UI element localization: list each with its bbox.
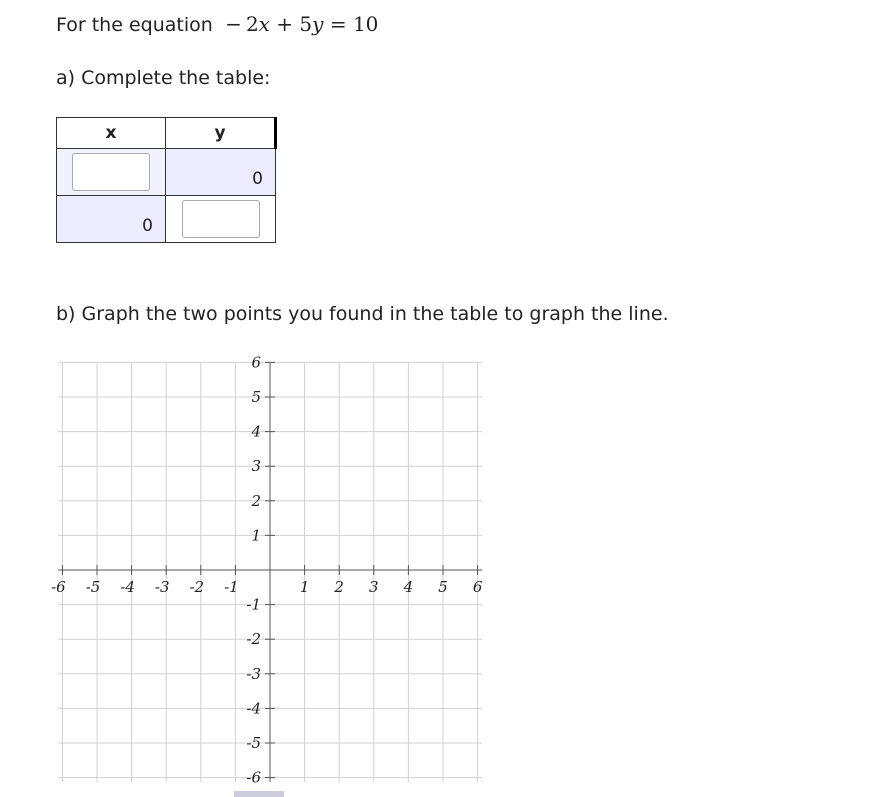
- part-a-label: a) Complete the table:: [56, 67, 271, 89]
- y-tick-label: -1: [246, 595, 261, 614]
- y-tick-label: -2: [246, 630, 261, 649]
- y-tick-label: 5: [251, 388, 261, 406]
- x-tick-label: 2: [334, 578, 344, 596]
- part-b-label: b) Graph the two points you found in the table to graph the line.: [56, 303, 669, 325]
- table-cell-y-value: 0: [166, 149, 276, 196]
- x-tick-label: -4: [120, 578, 135, 596]
- intro-text: For the equation: [56, 14, 213, 36]
- graph-tool-button[interactable]: [234, 791, 284, 797]
- table-cell-x-value: 0: [57, 196, 166, 243]
- graph-axes: [58, 362, 482, 782]
- x-tick-label: 1: [299, 578, 310, 596]
- x-tick-label: -6: [51, 578, 66, 596]
- y-tick-label: 3: [251, 457, 261, 476]
- table-header-y: y: [166, 118, 276, 149]
- y-tick-label: 6: [251, 353, 261, 372]
- y-tick-label: 2: [251, 491, 261, 510]
- y-tick-label: -4: [246, 699, 261, 718]
- x-tick-label: 6: [472, 578, 483, 596]
- x-tick-label: -2: [189, 578, 205, 596]
- x-tick-label: -1: [224, 578, 239, 596]
- y-tick-label: -6: [246, 768, 261, 787]
- equation: − 2x + 5y = 10: [218, 12, 379, 36]
- x-tick-label: 5: [438, 578, 448, 596]
- x-tick-label: -5: [85, 578, 101, 596]
- table-header-x: x: [57, 118, 166, 149]
- y-tick-label: -5: [246, 734, 261, 752]
- y-tick-label: -3: [246, 664, 261, 683]
- y-tick-label: 1: [251, 526, 261, 545]
- y-tick-label: 4: [251, 422, 261, 441]
- x-tick-label: 4: [403, 578, 414, 596]
- x-tick-label: 3: [369, 578, 379, 596]
- x-tick-label: -3: [154, 578, 170, 596]
